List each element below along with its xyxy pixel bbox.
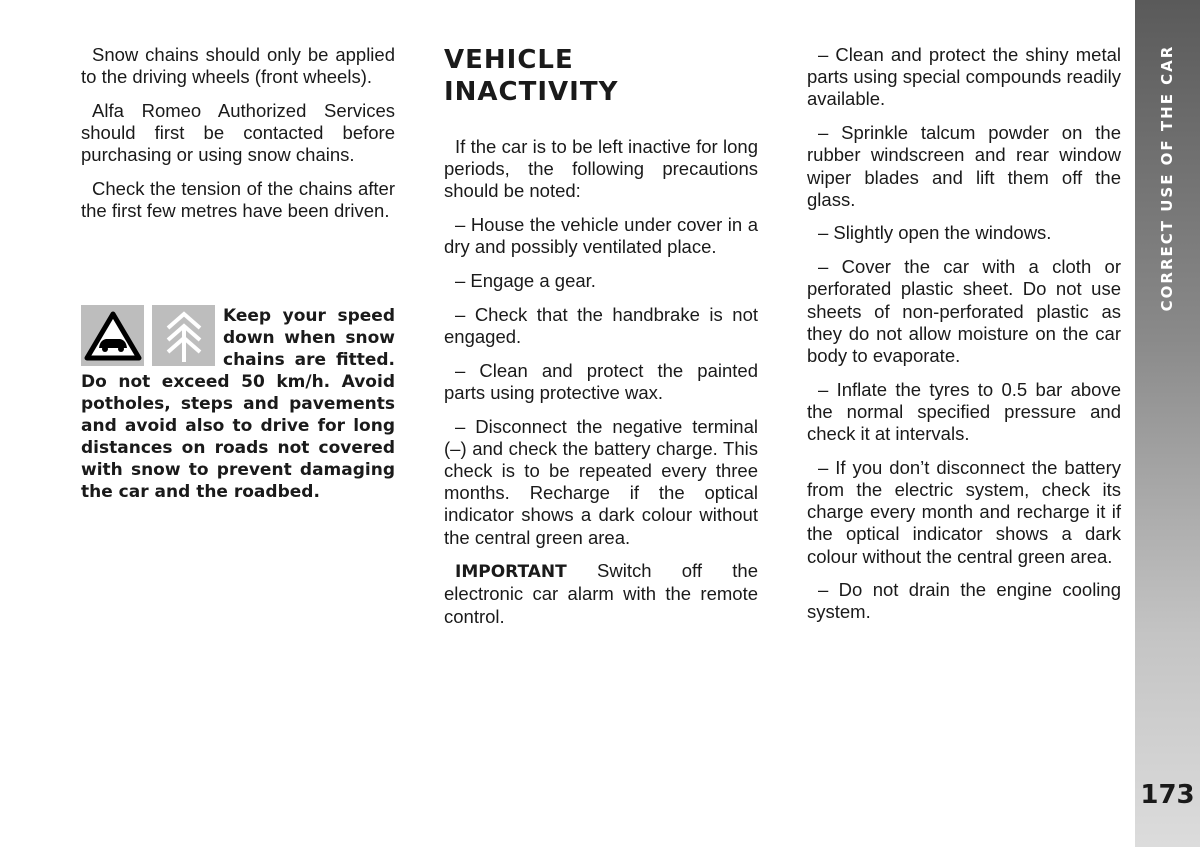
paragraph: – Engage a gear. bbox=[455, 270, 596, 292]
warning-triangle-icon bbox=[81, 305, 144, 366]
chapter-side-tab bbox=[1135, 0, 1200, 847]
paragraph: – Inflate the tyres to 0.5 bar above the normal specified pressure and check it at intervals. bbox=[807, 378, 1121, 445]
paragraph: – Sprinkle talcum powder on the rubber windscreen and rear window wiper blades and lift them off the glass. bbox=[807, 122, 1121, 210]
paragraph: – Do not drain the engine cooling system. bbox=[807, 579, 1121, 623]
paragraph: Check the tension of the chains after the first few metres have been driven. bbox=[81, 178, 395, 222]
important-text: Switch off the electronic car alarm with the remote control. bbox=[444, 560, 758, 627]
warning-block bbox=[81, 305, 395, 503]
paragraph: – Slightly open the windows. bbox=[818, 222, 1052, 244]
chapter-title: CORRECT USE OF THE CAR bbox=[1158, 44, 1176, 312]
page-number: 173 bbox=[1140, 780, 1195, 810]
warning-text: Keep your speed down when snow chains are fitted. Do not exceed 50 km/h. Avoid potholes, steps and pavements and avoid also to drive for long distances on roads not covered with snow to prevent damaging the car and the roadbed. bbox=[81, 306, 395, 502]
paragraph: – Disconnect the negative terminal (–) and check the battery charge. This check is to be repeated every three months. Recharge if the optical indicator shows a dark colour without the central green area. bbox=[444, 415, 758, 548]
paragraph: – Check that the handbrake is not engaged. bbox=[444, 303, 758, 347]
section-heading: VEHICLE INACTIVITY bbox=[444, 45, 619, 107]
column-left bbox=[81, 44, 395, 234]
important-label: IMPORTANT bbox=[455, 562, 567, 583]
paragraph: Alfa Romeo Authorized Services should first be contacted before purchasing or using snow chains. bbox=[81, 99, 395, 166]
paragraph: – House the vehicle under cover in a dry and possibly ventilated place. bbox=[444, 214, 758, 258]
column-middle bbox=[444, 44, 758, 639]
paragraph: – If you don’t disconnect the battery from the electric system, check its charge every month and recharge it if the optical indicator shows a dark colour without the central green area. bbox=[807, 456, 1121, 567]
paragraph: – Clean and protect the painted parts using protective wax. bbox=[444, 359, 758, 403]
paragraph: If the car is to be left inactive for long periods, the following precautions should be noted: bbox=[444, 136, 758, 202]
column-right bbox=[807, 44, 1121, 635]
snow-tree-icon bbox=[152, 305, 215, 366]
paragraph: – Clean and protect the shiny metal parts using special compounds readily available. bbox=[807, 44, 1121, 110]
paragraph: – Cover the car with a cloth or perforated plastic sheet. Do not use sheets of non-perforated plastic as they do not allow moisture on the car body to evaporate. bbox=[807, 256, 1121, 366]
important-note bbox=[444, 560, 758, 628]
paragraph: Snow chains should only be applied to the driving wheels (front wheels). bbox=[81, 44, 395, 88]
warning-icons bbox=[81, 305, 215, 366]
